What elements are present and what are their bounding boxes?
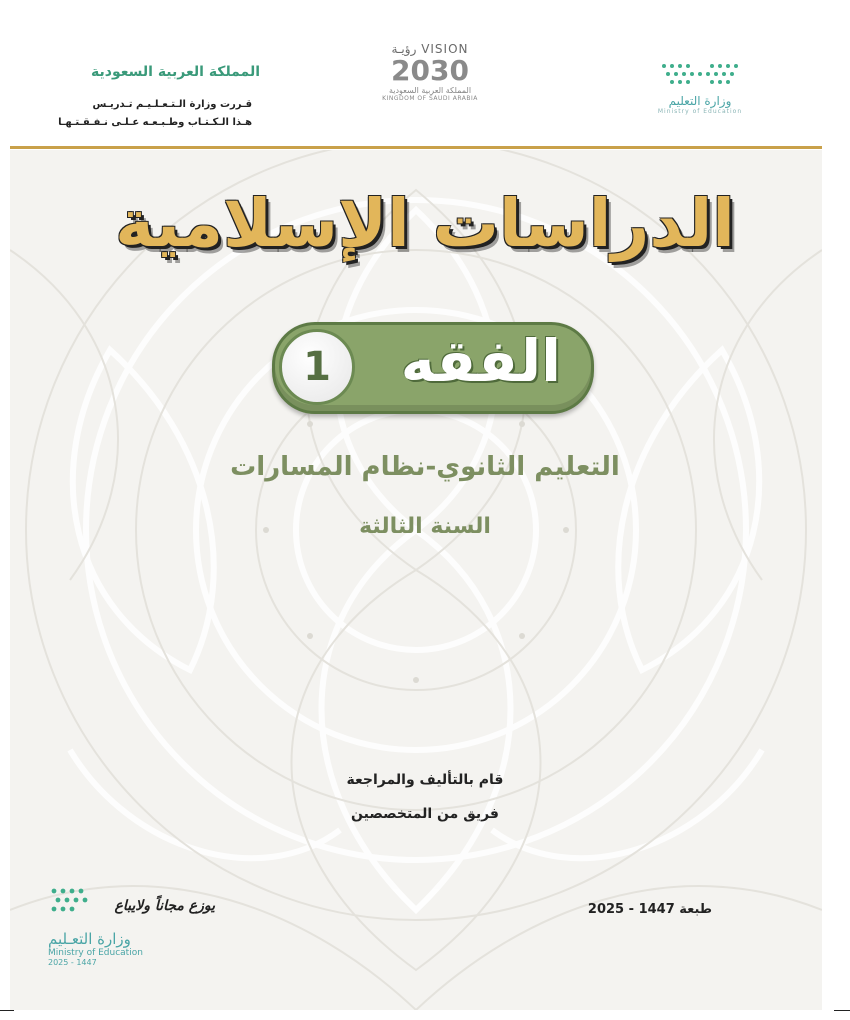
credits-line-1: قام بالتأليف والمراجعة [346,772,504,788]
kingdom-name: المملكة العربية السعودية [91,64,260,80]
book-title: الدراسات الإسلامية [115,185,735,262]
education-track: التعليم الثانوي-نظام المسارات [230,452,620,482]
vision-2030-logo [375,42,485,112]
ministry-name-english: Ministry of Education [657,108,743,115]
ministry-name-english: Ministry of Education [48,948,143,958]
ministry-logo-top [650,62,750,132]
cover-header [0,0,850,150]
approval-line-1: قـررت وزارة الـتـعـلـيـم تـدريـس [92,99,252,110]
ministry-year: 2025 - 1447 [48,958,97,967]
approval-statement [52,96,252,132]
vision-label: VISION رؤيـة [391,42,469,56]
vision-number: 2030 [391,54,469,87]
crop-mark [0,1010,14,1011]
crop-mark [834,1010,850,1011]
ministry-dots-icon [48,886,92,916]
gold-divider [10,146,822,149]
grade-number-badge: 1 [279,329,355,405]
ministry-name-arabic: وزارة التعليم [668,94,732,108]
credits-line-2: فريق من المتخصصين [351,806,499,822]
arabesque-pattern [10,150,822,1010]
school-year: السنة الثالثة [359,514,491,539]
approval-line-2: هـذا الـكـتـاب وطـبـعـه عـلـى نـفـقـتـهـا [58,117,252,128]
vision-arabic: المملكة العربية السعودية [388,86,472,95]
subject-name: الفقه [400,327,561,395]
subject-badge [272,322,594,414]
free-distribution-note: يوزع مجاناً ولايباع [114,898,215,914]
ministry-logo-bottom [48,926,168,967]
edition-label: طبعة 1447 - 2025 [587,902,713,917]
ministry-dots-icon [658,62,742,88]
vision-english: KINGDOM OF SAUDI ARABIA [382,95,478,102]
ornamental-background [10,150,822,1010]
ministry-name-arabic: وزارة التعـليم [48,930,131,948]
